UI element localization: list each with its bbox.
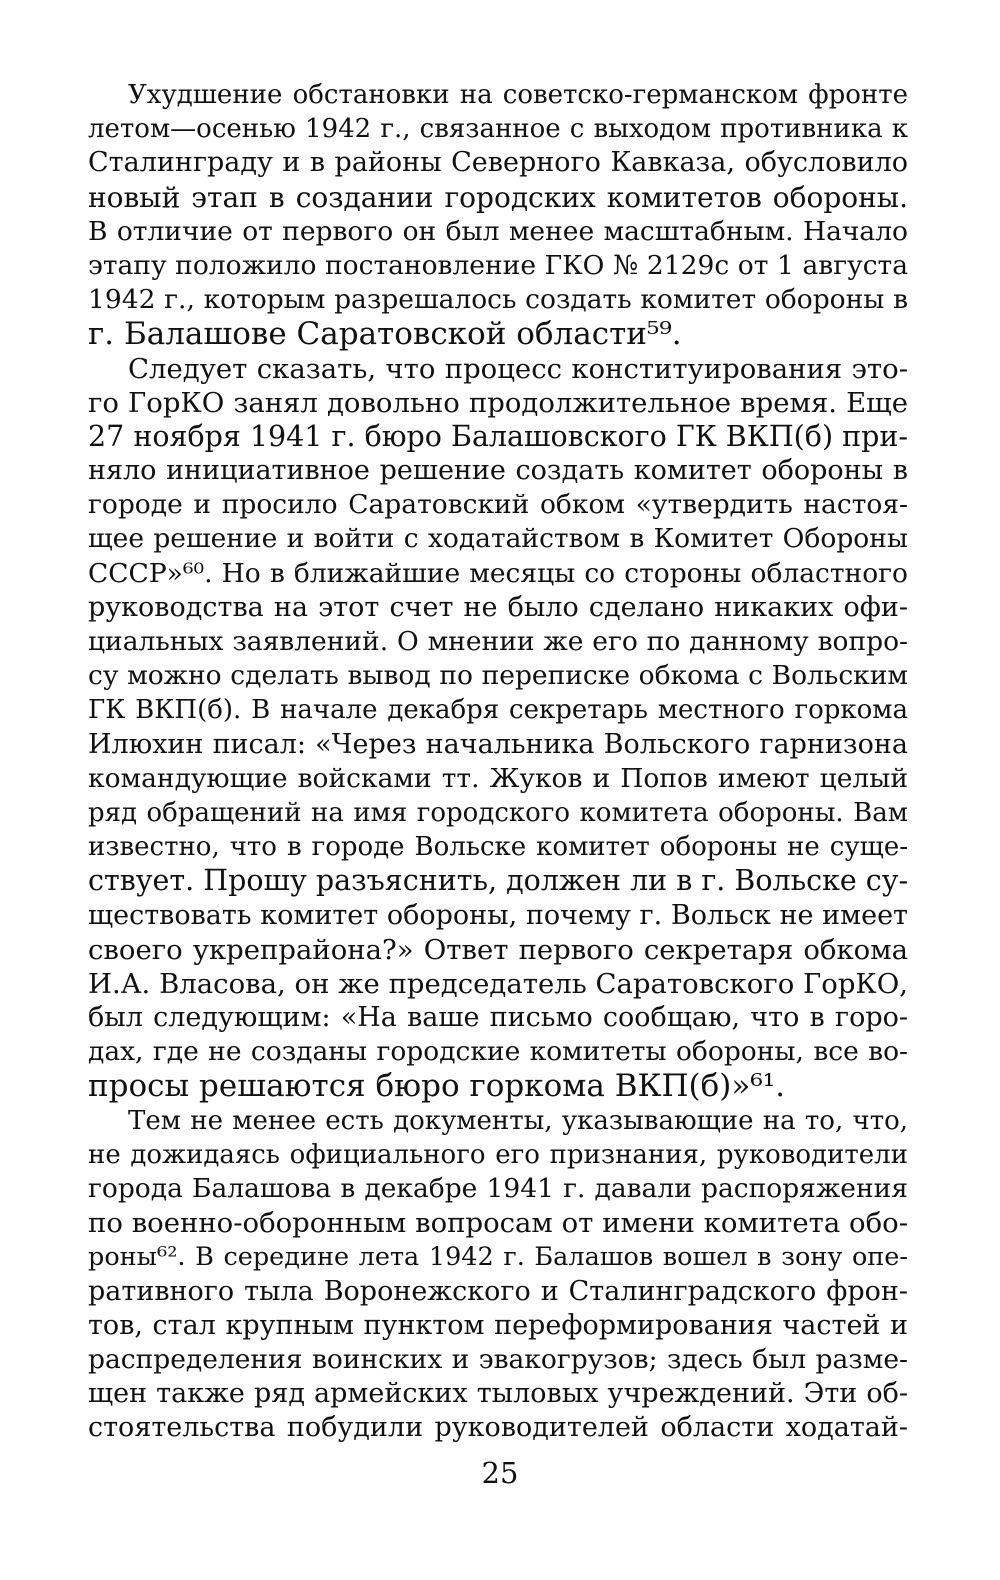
text-line: циальных заявлений. О мнении же его по данному вопро- — [88, 626, 908, 657]
text-line: Илюхин писал: «Через начальника Вольского гарнизона — [88, 728, 908, 760]
text-line: города Балашова в декабре 1941 г. давали распоряжения — [88, 1173, 908, 1204]
text-line: ративного тыла Воронежского и Сталинградского фрон- — [88, 1275, 908, 1307]
text-line: распределения воинских и эвакогрузов; здесь был разме- — [88, 1343, 908, 1375]
text-line: В отличие от первого он был менее масштабным. Начало — [88, 215, 908, 247]
text-line: Следует сказать, что процесс конституирования это- — [128, 352, 908, 385]
paragraph-2 — [88, 352, 908, 1104]
text-line: СССР»⁶⁰. Но в ближайшие месяцы со стороны областного — [88, 557, 908, 589]
text-line: щее решение и войти с ходатайством в Комитет Обороны — [88, 523, 908, 555]
text-line: командующие войсками тт. Жуков и Попов имеют целый — [88, 762, 908, 794]
text-line: Тем не менее есть документы, указывающие на то, что, — [128, 1105, 908, 1136]
text-line: щен также ряд армейских тыловых учреждений. Эти об- — [88, 1378, 908, 1410]
text-line: го ГорКО занял довольно продолжительное время. Еще — [88, 386, 908, 419]
text-line: известно, что в городе Вольске комитет обороны не суще- — [88, 832, 908, 863]
text-line: не дожидаясь официального его признания, руководители — [88, 1139, 908, 1170]
text-line: стоятельства побудили руководителей области ходатай- — [88, 1412, 908, 1444]
text-line: новый этап в создании городских комитетов обороны. — [88, 180, 908, 214]
text-line: тов, стал крупным пунктом переформирования частей и — [88, 1309, 908, 1341]
text-line: по военно-оборонным вопросам от имени комитета обо- — [88, 1207, 908, 1240]
text-line: няло инициативное решение создать комитет обороны в — [88, 455, 908, 487]
text-line: летом—осенью 1942 г., связанное с выходом противника к — [88, 114, 908, 145]
text-line: дах, где не созданы городские комитеты обороны, все во- — [88, 1036, 908, 1068]
text-line: су можно сделать вывод по переписке обкома с Вольским — [88, 660, 908, 692]
text-line: был следующим: «На ваше письмо сообщаю, что в горо- — [88, 1002, 908, 1034]
text-line: 27 ноября 1941 г. бюро Балашовского ГК ВКП(б) при- — [88, 419, 908, 453]
text-line: ряд обращений на имя городского комитета обороны. Вам — [88, 797, 908, 828]
text-line: ществовать комитет обороны, почему г. Вольск не имеет — [88, 899, 908, 931]
page-body — [88, 78, 908, 1558]
paragraph-3 — [88, 1104, 908, 1446]
text-line: г. Балашове Саратовской области⁵⁹. — [88, 316, 682, 353]
text-line: ГК ВКП(б). В начале декабря секретарь местного горкома — [88, 695, 908, 726]
text-line: руководства на этот счет не было сделано никаких офи- — [88, 591, 908, 623]
text-line: роны⁶². В середине лета 1942 г. Балашов вошел в зону опе- — [88, 1242, 908, 1273]
text-line: этапу положило постановление ГКО № 2129с от 1 августа — [88, 249, 908, 281]
page-number: 25 — [481, 1456, 519, 1490]
text-line: Сталинграду и в районы Северного Кавказа, обусловило — [88, 147, 908, 179]
text-line: 1942 г., которым разрешалось создать комитет обороны в — [88, 284, 908, 316]
text-line: И.А. Власова, он же председатель Саратовского ГорКО, — [88, 967, 908, 1000]
text-line: ствует. Прошу разъяснить, должен ли в г. Вольске су- — [88, 864, 909, 898]
text-line: городе и просило Саратовский обком «утвердить настоя- — [88, 489, 908, 521]
text-line: Ухудшение обстановки на советско-германском фронте — [128, 80, 908, 110]
text-line: своего укрепрайона?» Ответ первого секретаря обкома — [88, 933, 908, 966]
paragraph-1 — [88, 78, 908, 352]
text-line: просы решаются бюро горкома ВКП(б)»⁶¹. — [88, 1068, 786, 1105]
